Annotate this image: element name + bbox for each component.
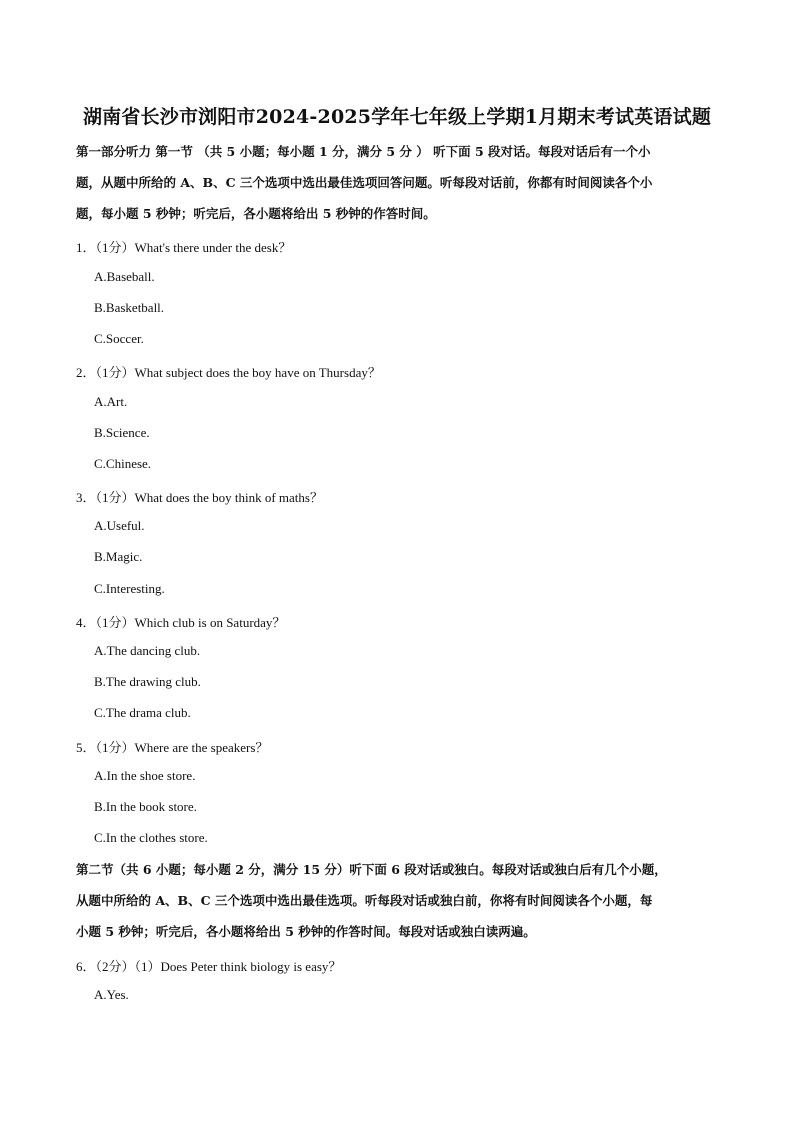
part2-instructions (76, 854, 720, 947)
option-5c: C.In the clothes store. (94, 830, 208, 845)
part1-instructions (76, 136, 720, 229)
instruction-line: 题，从题中所给的 A、B、C 三个选项中选出最佳选项回答问题。听每段对话前，你都有时间阅读各个小 (76, 175, 653, 190)
instruction-line: 第二节（共 6 小题；每小题 2 分，满分 15 分）听下面 6 段对话或独白。每段对话或独白后有几个小题， (76, 862, 667, 877)
question-4: 4．（1分）Which club is on Saturday？ (76, 615, 286, 630)
option-5b: B.In the book store. (94, 799, 197, 814)
option-3c: C.Interesting. (94, 581, 165, 596)
option-1b: B.Basketball. (94, 300, 165, 315)
option-1c: C.Soccer. (94, 331, 144, 346)
option-1a: A.Baseball. (94, 269, 155, 284)
question-5: 5．（1分）Where are the speakers？ (76, 740, 269, 755)
option-4a: A.The dancing club. (94, 643, 201, 658)
page-title: 湖南省长沙市浏阳市2024-2025学年七年级上学期1月期末考试英语试题 (82, 106, 712, 128)
option-4b: B.The drawing club. (94, 674, 201, 689)
option-3a: A.Useful. (94, 518, 145, 533)
instruction-line: 第一部分听力 第一节 （共 5 小题；每小题 1 分，满分 5 分 ） 听下面 5 段对话。每段对话后有一个小 (76, 144, 651, 159)
question-1: 1．（1分）What's there under the desk？ (76, 240, 292, 255)
option-5a: A.In the shoe store. (94, 768, 196, 783)
question-3: 3．（1分）What does the boy think of maths？ (76, 490, 323, 505)
option-6a: A.Yes. (94, 987, 129, 1002)
option-2c: C.Chinese. (94, 456, 152, 471)
question-2: 2．（1分）What subject does the boy have on Thursday？ (76, 365, 381, 380)
option-2b: B.Science. (94, 425, 150, 440)
instruction-line: 从题中所给的 A、B、C 三个选项中选出最佳选项。听每段对话或独白前，你将有时间阅读各个小题，每 (76, 893, 653, 908)
question-6: 6．（2分）（1）Does Peter think biology is easy？ (76, 959, 342, 974)
instruction-line: 小题 5 秒钟；听完后，各小题将给出 5 秒钟的作答时间。每段对话或独白读两遍。 (76, 924, 536, 939)
instruction-line: 题，每小题 5 秒钟；听完后，各小题将给出 5 秒钟的作答时间。 (76, 206, 436, 221)
option-3b: B.Magic. (94, 549, 143, 564)
option-4c: C.The drama club. (94, 705, 191, 720)
option-2a: A.Art. (94, 394, 128, 409)
